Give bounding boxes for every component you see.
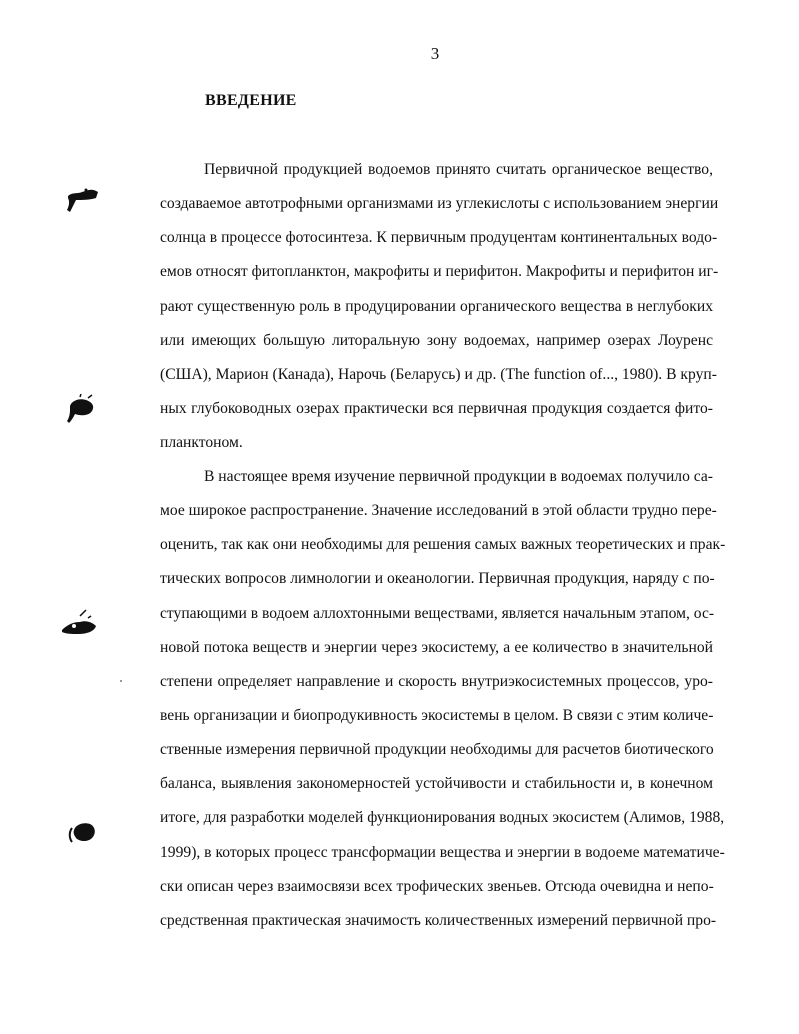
page-title: ВВЕДЕНИЕ bbox=[205, 92, 297, 109]
text-line: новой потока веществ и энергии через экосистему, а ее количество в значительной bbox=[160, 638, 713, 656]
text-line: ски описан через взаимосвязи всех трофических звеньев. Отсюда очевидна и непо- bbox=[160, 877, 714, 895]
text-line: итоге, для разработки моделей функционирования водных экосистем (Алимов, 1988, bbox=[160, 809, 725, 827]
scan-speck bbox=[120, 680, 122, 682]
text-line: средственная практическая значимость количественных измерений первичной про- bbox=[160, 911, 717, 929]
text-line: В настоящее время изучение первичной продукции в водоемах получило са- bbox=[204, 468, 714, 485]
text-line: создаваемое автотрофными организмами из углекислоты с использованием энергии bbox=[160, 195, 719, 213]
text-line: или имеющих большую литоральную зону водоемах, например озерах Лоуренс bbox=[160, 331, 713, 349]
text-line: ступающими в водоем аллохтонными веществами, является начальным этапом, ос- bbox=[160, 604, 715, 622]
paragraph-1 bbox=[160, 153, 719, 460]
text-line: Первичной продукцией водоемов принято считать органическое вещество, bbox=[204, 161, 713, 178]
scan-blot-2 bbox=[62, 394, 98, 426]
text-line: ных глубоководных озерах практически вся первичная продукция создается фито- bbox=[160, 399, 713, 417]
scan-blot-1 bbox=[62, 186, 102, 216]
scan-blot-4 bbox=[64, 818, 100, 852]
text-line: оценить, так как они необходимы для решения самых важных теоретических и прак- bbox=[160, 536, 726, 554]
text-line: 1999), в которых процесс трансформации вещества и энергии в водоеме математиче- bbox=[160, 843, 725, 861]
text-line: вень организации и биопродукивность экосистемы в целом. В связи с этим количе- bbox=[160, 706, 714, 724]
text-line: степени определяет направление и скорость внутриэкосистемных процессов, уро- bbox=[160, 672, 713, 690]
text-line: солнца в процессе фотосинтеза. К первичным продуцентам континентальных водо- bbox=[160, 229, 718, 247]
text-line: баланса, выявления закономерностей устойчивости и стабильности и, в конечном bbox=[160, 775, 713, 793]
text-line: тических вопросов лимнологии и океанологии. Первичная продукция, наряду с по- bbox=[160, 570, 715, 588]
text-line: планктоном. bbox=[160, 434, 243, 452]
text-line: мое широкое распространение. Значение исследований в этой области трудно пере- bbox=[160, 502, 717, 520]
scan-blot-3 bbox=[58, 608, 100, 642]
text-line: рают существенную роль в продуцировании органического вещества в неглубоких bbox=[160, 297, 713, 315]
paragraph-2 bbox=[160, 460, 726, 938]
text-line: (США), Марион (Канада), Нарочь (Беларусь) и др. (The function of..., 1980). В круп- bbox=[160, 365, 717, 383]
text-line: емов относят фитопланктон, макрофиты и перифитон. Макрофиты и перифитон иг- bbox=[160, 263, 719, 281]
page-number: 3 bbox=[430, 44, 440, 63]
text-line: ственные измерения первичной продукции необходимы для расчетов биотического bbox=[160, 741, 714, 759]
